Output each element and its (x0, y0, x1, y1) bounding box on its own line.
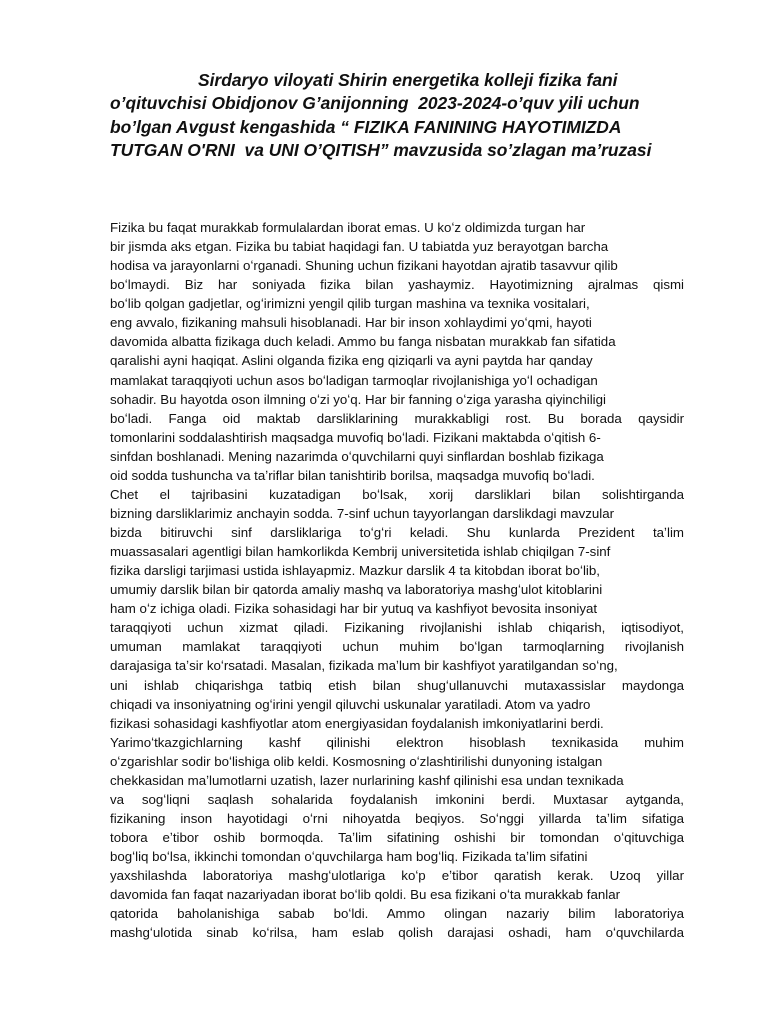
body-line: ham oʻz ichiga oladi. Fizika sohasidagi har bir yutuq va kashfiyot bevosita insoniyat (110, 601, 598, 617)
body-line: va sogʻliqni saqlash sohalarida foydalanish imkonini berdi. Muxtasar aytganda, (110, 791, 684, 807)
document-title (110, 69, 720, 162)
body-line: fizika darsligi tarjimasi ustida ishlayapmiz. Mazkur darslik 4 ta kitobdan iborat boʻlib, (110, 563, 600, 579)
title-line: bo’lgan Avgust kengashida “ FIZIKA FANINING HAYOTIMIZDA (110, 116, 622, 137)
body-line: fizikaning inson hayotidagi oʻrni nihoyatda beqiyos. Soʻnggi yillarda taʼlim sifatiga (110, 810, 684, 826)
body-line: davomida fan faqat nazariyadan iborat boʻlib qoldi. Bu esa fizikani oʻta murakkab fanlar (110, 887, 621, 903)
body-line: hodisa va jarayonlarni oʻrganadi. Shuning uchun fizikani hayotdan ajratib tasavvur qilib (110, 258, 618, 274)
title-line: o’qituvchisi Obidjonov G’anijonning 2023-2024-o’quv yili uchun (110, 93, 640, 114)
body-line: boʻladi. Fanga oid maktab darsliklarining murakkabligi rost. Bu borada qaysidir (110, 410, 684, 426)
body-line: sinfdan boshlanadi. Mening nazarimda oʻquvchilarni quyi sinflardan boshlab fizikaga (110, 448, 604, 464)
body-line: yaxshilashda laboratoriya mashgʻulotlariga koʻp eʼtibor qaratish kerak. Uzoq yillar (110, 868, 684, 884)
body-line: bizda bitiruvchi sinf darsliklariga toʻgʻri keladi. Shu kunlarda Prezident taʼlim (110, 525, 684, 540)
body-line: tobora eʼtibor oshib bormoqda. Taʼlim sifatining oshishi bir tomondan oʻqituvchiga (110, 830, 684, 845)
document-body (110, 218, 684, 942)
body-line: chekkasidan maʼlumotlarni uzatish, lazer nurlarining kashf qilinishi esa undan texnikada (110, 772, 624, 788)
body-line: sohadir. Bu hayotda oson ilmning oʻzi yoʻq. Har bir fanning oʻziga yarasha qiyinchiligi (110, 391, 606, 407)
body-line: umuman mamlakat taraqqiyoti uchun muhim boʻlgan tarmoqlarning rivojlanish (110, 639, 684, 655)
body-line: fizikasi sohasidagi kashfiyotlar atom energiyasidan foydalanish imkoniyatlarini berdi. (110, 715, 604, 731)
body-line: uni ishlab chiqarishga tatbiq etish bilan shugʻullanuvchi mutaxassislar maydonga (110, 677, 684, 693)
body-line: boʻlib qolgan gadjetlar, ogʻirimizni yengil qilib turgan mashina va texnika vositalari, (110, 296, 590, 312)
body-line: eng avvalo, fizikaning mahsuli hisoblanadi. Har bir inson xohlaydimi yoʻqmi, hayoti (110, 315, 592, 331)
body-line: bizning darsliklarimiz anchayin sodda. 7-sinf uchun tayyorlangan darslikdagi mavzular (110, 505, 615, 521)
body-line: qatorida baholanishiga sabab boʻldi. Ammo olingan nazariy bilim laboratoriya (110, 906, 684, 922)
body-line: oid sodda tushuncha va taʼriflar bilan tanishtirib borilsa, maqsadga muvofiq boʻladi. (110, 467, 595, 483)
body-line: umumiy darslik bilan bir qatorda amaliy mashq va laboratoriya mashgʻulot kitoblarini (110, 582, 603, 598)
title-line: TUTGAN O'RNI va UNI O’QITISH” mavzusida so’zlagan ma’ruzasi (110, 139, 652, 160)
body-line: muassasalari agentligi bilan hamkorlikda Kembrij universitetida ishlab chiqilgan 7-sinf (110, 544, 611, 560)
body-line: mashgʻulotida sinab koʻrilsa, ham eslab qolish darajasi oshadi, ham oʻquvchilarda (110, 925, 684, 941)
title-line: Sirdaryo viloyati Shirin energetika kolleji fizika fani (198, 70, 618, 90)
body-line: taraqqiyoti uchun xizmat qiladi. Fizikaning rivojlanishi ishlab chiqarish, iqtisodiyot, (110, 620, 684, 636)
body-line: qaralishi ayni haqiqat. Aslini olganda fizika eng qiziqarli va ayni paytda har qanday (110, 353, 593, 369)
body-line: oʻzgarishlar sodir boʻlishiga olib keldi. Kosmosning oʻzlashtirilishi dunyoning istalgan (110, 753, 603, 769)
body-line: Fizika bu faqat murakkab formulalardan iborat emas. U koʻz oldimizda turgan har (110, 220, 586, 235)
body-line: bogʻliq boʻlsa, ikkinchi tomondan oʻquvchilarga ham bogʻliq. Fizikada taʼlim sifatini (110, 849, 588, 865)
body-line: davomida albatta fizikaga duch keladi. Ammo bu fanga nisbatan murakkab fan sifatida (110, 334, 616, 350)
body-line: Chet el tajribasini kuzatadigan boʻlsak, xorij darsliklari bilan solishtirganda (110, 486, 684, 502)
body-line: darajasiga taʼsir koʻrsatadi. Masalan, fizikada maʼlum bir kashfiyot yaratilgandan soʻng, (110, 658, 618, 674)
body-line: boʻlmaydi. Biz har soniyada fizika bilan yashaymiz. Hayotimizning ajralmas qismi (110, 277, 684, 293)
body-line: bir jismda aks etgan. Fizika bu tabiat haqidagi fan. U tabiatda yuz berayotgan barcha (110, 239, 609, 255)
body-line: chiqadi va insoniyatning ogʻirini yengil qiluvchi uskunalar yaratiladi. Atom va yadro (110, 696, 591, 712)
body-line: tomonlarini soddalashtirish maqsadga muvofiq boʻladi. Fizikani maktabda oʻqitish 6- (110, 429, 601, 445)
body-line: Yarimoʻtkazgichlarning kashf qilinishi elektron hisoblash texnikasida muhim (110, 734, 684, 750)
body-line: mamlakat taraqqiyoti uchun asos boʻladigan tarmoqlar rivojlanishiga yoʻl ochadigan (110, 372, 598, 388)
